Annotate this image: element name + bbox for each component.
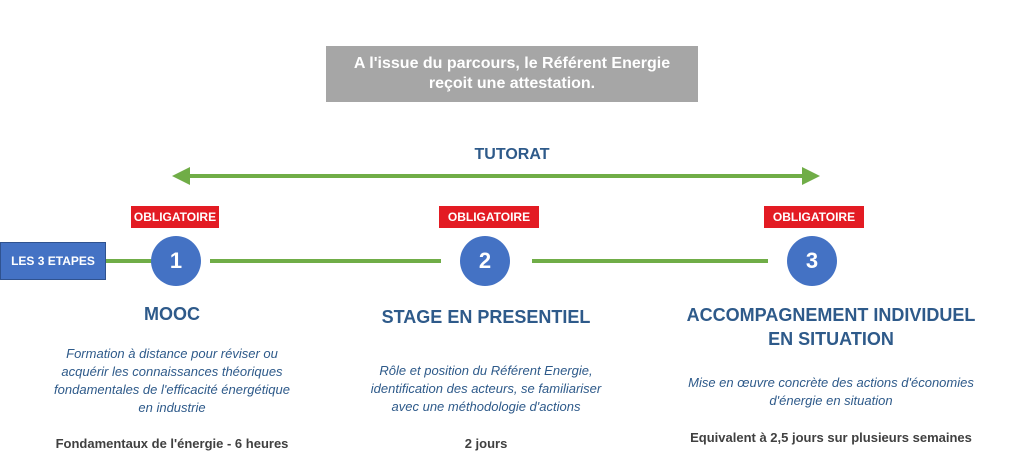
step-1-badge: OBLIGATOIRE: [131, 206, 219, 228]
step-2-circle: 2: [460, 236, 510, 286]
step-3-title: [666, 303, 996, 351]
step-3-desc-line: Mise en œuvre concrète des actions d'économies: [688, 375, 974, 390]
step-3-circle: 3: [787, 236, 837, 286]
step-1-desc-line: Formation à distance pour réviser ou: [66, 346, 278, 361]
step-2-desc-line: avec une méthodologie d'actions: [391, 399, 581, 414]
step-3-title-line-1: ACCOMPAGNEMENT INDIVIDUEL: [686, 305, 976, 325]
etapes-label: LES 3 ETAPES: [0, 242, 106, 280]
step-2-badge: OBLIGATOIRE: [439, 206, 539, 228]
step-2-description: [336, 362, 636, 416]
banner-line-2: reçoit une attestation.: [428, 75, 596, 92]
step-1-circle: 1: [151, 236, 201, 286]
step-1-title-line: MOOC: [144, 304, 200, 324]
tutorat-label: TUTORAT: [474, 146, 550, 163]
banner-line-1: A l'issue du parcours, le Référent Energie: [353, 55, 671, 72]
step-1-title: [42, 302, 302, 326]
step-3-desc-line: d'énergie en situation: [769, 393, 893, 408]
step-1-desc-line: fondamentales de l'efficacité énergétique: [54, 382, 290, 397]
step-2-desc-line: Rôle et position du Référent Energie,: [379, 363, 593, 378]
step-2-duration: 2 jours: [464, 436, 508, 451]
step-3-title-line-2: EN SITUATION: [768, 329, 894, 349]
step-3-duration: Equivalent à 2,5 jours sur plusieurs semaines: [690, 430, 972, 445]
step-3-badge: OBLIGATOIRE: [764, 206, 864, 228]
step-3-description: [661, 374, 1001, 410]
tutorat-double-arrow: [172, 167, 820, 185]
step-1-desc-line: acquérir les connaissances théoriques: [61, 364, 283, 379]
step-2-title-line: STAGE EN PRESENTIEL: [381, 307, 591, 327]
step-1-desc-line: en industrie: [138, 400, 206, 415]
step-2-desc-line: identification des acteurs, se familiariser: [370, 381, 602, 396]
step-1-duration: Fondamentaux de l'énergie - 6 heures: [55, 436, 289, 451]
step-1-description: [22, 345, 322, 417]
step-2-title: [336, 305, 636, 329]
